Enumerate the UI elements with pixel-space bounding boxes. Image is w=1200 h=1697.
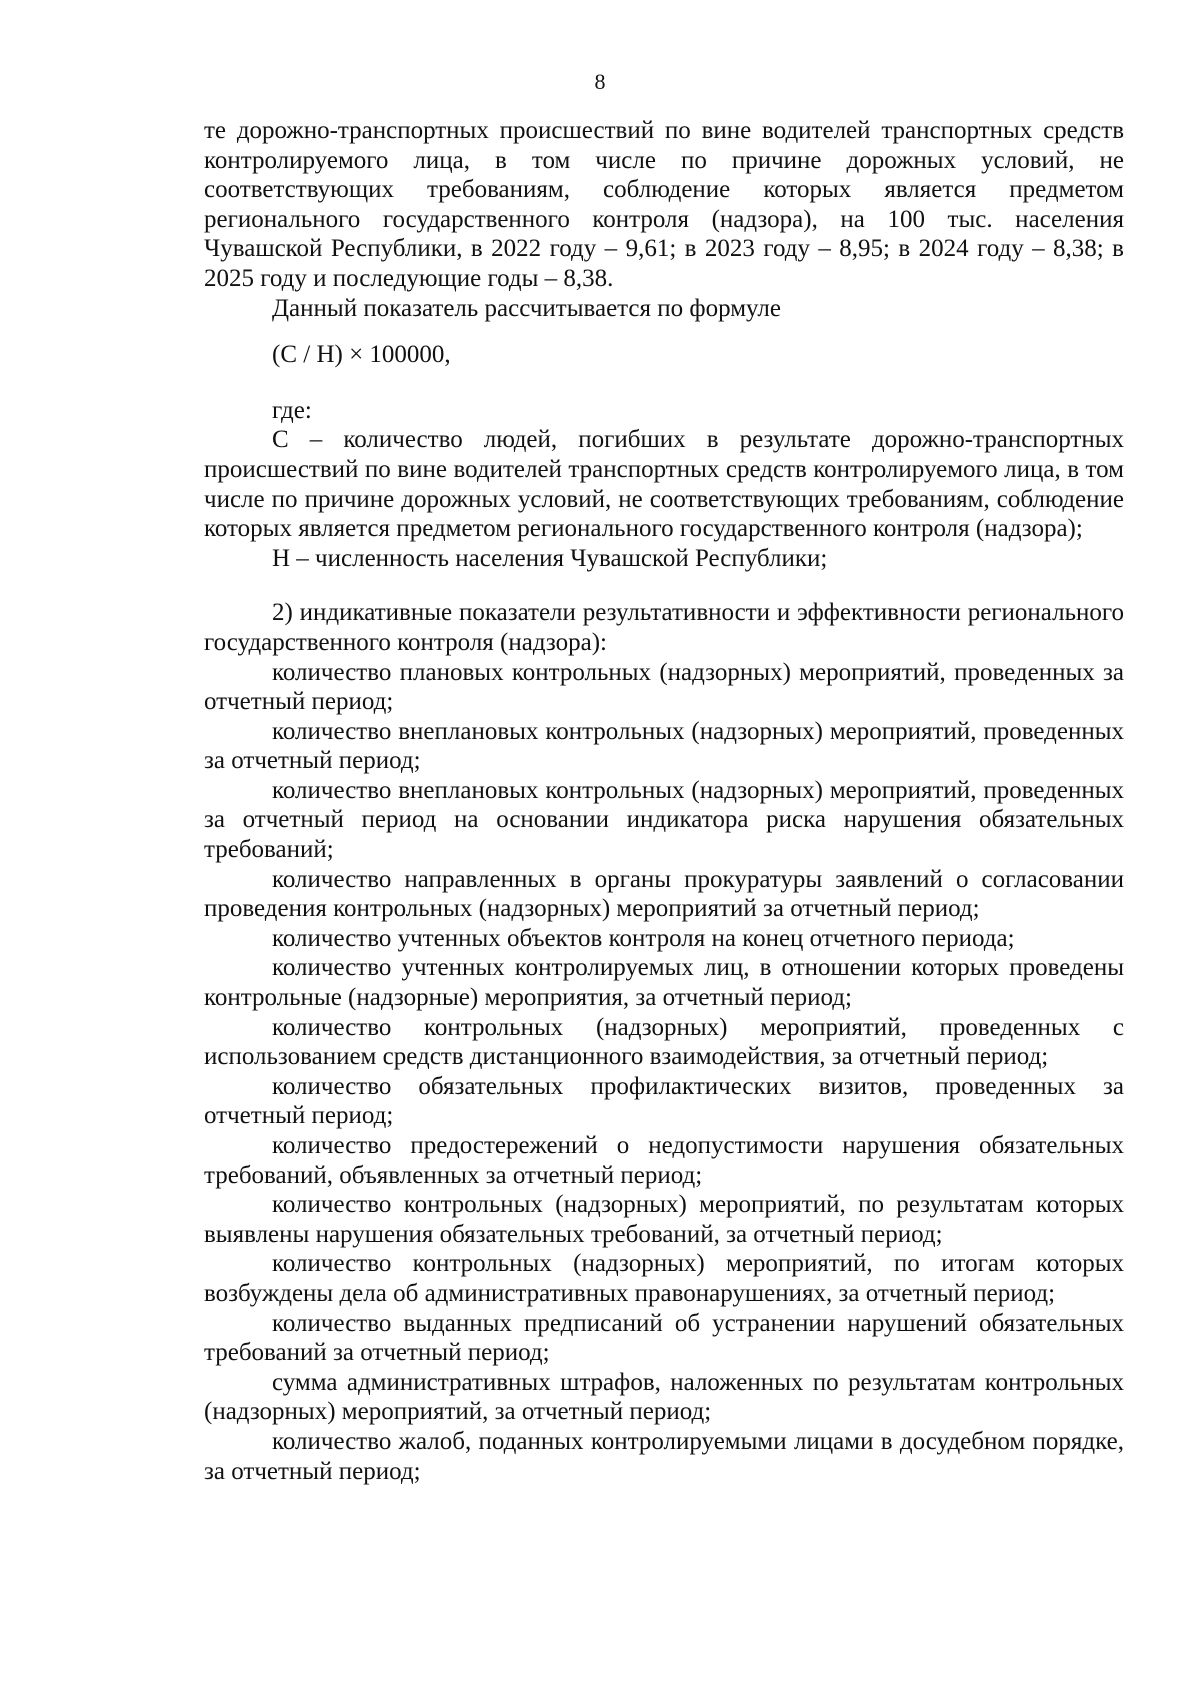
list-item: количество контрольных (надзорных) мероприятий, по итогам которых возбуждены дела об административных правонарушениях, за отчетный период; [204, 1250, 1124, 1307]
list-item: количество обязательных профилактических визитов, проведенных за отчетный период; [204, 1072, 1124, 1130]
list-item: количество учтенных контролируемых лиц, в отношении которых проведены контрольные (надзорные) мероприятия, за отчетный период; [204, 954, 1124, 1012]
list-item: количество выданных предписаний об устранении нарушений обязательных требований за отчетный период; [204, 1309, 1124, 1367]
paragraph-definition-n: Н – численность населения Чувашской Республики; [272, 544, 828, 572]
list-item: количество предостережений о недопустимости нарушения обязательных требований, объявленных за отчетный период; [204, 1132, 1124, 1189]
paragraph-indicators-heading: 2) индикативные показатели результативности и эффективности регионального государственного контроля (надзора): [204, 599, 1124, 656]
page-number: 8 [594, 69, 606, 94]
list-item: количество контрольных (надзорных) мероприятий, проведенных с использованием средств дистанционного взаимодействия, за отчетный период; [204, 1013, 1124, 1071]
paragraph-continuation: те дорожно-транспортных происшествий по вине водителей транспортных средств контролируемого лица, в том числе по причине дорожных условий, не соответствующих требованиям, соблюдение которых является предметом регионального государственного контроля (надзора), на 100 тыс. населения Чувашской Республики, в 2022 году – 9,61; в 2023 году – 8,95; в 2024 году – 8,38; в 2025 году и последующие годы – 8,38. [204, 117, 1124, 292]
list-item: количество жалоб, поданных контролируемыми лицами в досудебном порядке, за отчетный период; [204, 1427, 1124, 1485]
paragraph-where: где: [272, 396, 312, 424]
formula: (С / Н) × 100000, [272, 341, 451, 369]
list-item: количество плановых контрольных (надзорных) мероприятий, проведенных за отчетный период; [204, 658, 1124, 716]
list-item: количество контрольных (надзорных) мероприятий, по результатам которых выявлены нарушения обязательных требований, за отчетный период; [204, 1191, 1124, 1248]
list-item: количество учтенных объектов контроля на конец отчетного периода; [272, 924, 1015, 952]
list-item: количество внеплановых контрольных (надзорных) мероприятий, проведенных за отчетный период; [204, 717, 1124, 775]
document-body [204, 116, 1124, 1486]
paragraph-definition-c: С – количество людей, погибших в результате дорожно-транспортных происшествий по вине водителей транспортных средств контролируемого лица, в том числе по причине дорожных условий, не соответствующих требованиям, соблюдение которых является предметом регионального государственного контроля (надзора); [204, 426, 1124, 543]
list-item: сумма административных штрафов, наложенных по результатам контрольных (надзорных) мероприятий, за отчетный период; [204, 1368, 1124, 1426]
list-item: количество внеплановых контрольных (надзорных) мероприятий, проведенных за отчетный период на основании индикатора риска нарушения обязательных требований; [204, 776, 1124, 864]
paragraph-formula-intro: Данный показатель рассчитывается по формуле [272, 294, 781, 322]
list-item: количество направленных в органы прокуратуры заявлений о согласовании проведения контрольных (надзорных) мероприятий за отчетный период; [204, 865, 1124, 923]
